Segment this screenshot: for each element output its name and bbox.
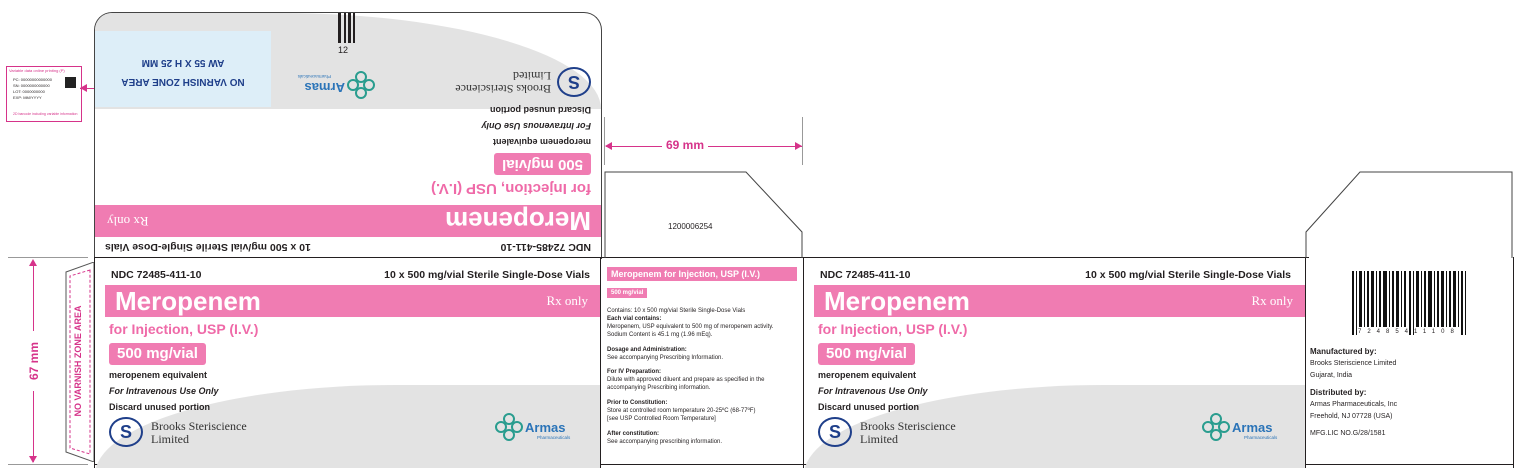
p2-pack: 10 x 500 mg/vial Sterile Single-Dose Vials xyxy=(1085,269,1291,281)
brooks-logo-icon: S xyxy=(557,67,591,97)
side-prior-text1: Store at controlled room temperature 20-25ºC (68-77ºF) xyxy=(607,408,756,414)
p1-subtitle: for Injection, USP (I.V.) xyxy=(109,321,259,337)
side-iv-text2: accompanying Prescribing information. xyxy=(607,385,711,391)
flap-drug-name: Meropenem xyxy=(445,206,591,236)
flap-ndc: NDC 72485-411-10 xyxy=(500,241,591,253)
p1-drug-bar xyxy=(105,285,600,317)
flap-pack: 10 x 500 mg/vial Sterile Single-Dose Vials xyxy=(105,241,311,253)
side-iv-text1: Dilute with approved diluent and prepare as specified in the xyxy=(607,377,765,383)
arrow-up-icon xyxy=(29,259,37,266)
p2-maker-line2: Limited xyxy=(860,432,898,446)
flap-brand: Armas xyxy=(304,80,345,95)
p2-maker xyxy=(860,420,956,446)
width-dimension-label: 69 mm xyxy=(662,138,708,152)
side-each-title: Each vial contains: xyxy=(607,316,662,322)
p1-route: For Intravenous Use Only xyxy=(109,386,219,396)
side-each-text2: Sodium Content is 45.1 mg (1.96 mEq). xyxy=(607,332,713,338)
mfd-title: Manufactured by: xyxy=(1310,347,1377,356)
p2-subtitle: for Injection, USP (I.V.) xyxy=(818,321,968,337)
variable-row-4: EXP: MM/YYYY xyxy=(13,95,42,100)
armas-logo-icon xyxy=(1202,413,1230,441)
right-panel xyxy=(1306,257,1513,468)
variable-row-2: SN: 0000000000000 xyxy=(13,83,50,88)
front-panel-1 xyxy=(95,257,600,468)
p1-pack: 10 x 500 mg/vial Sterile Single-Dose Vials xyxy=(384,269,590,281)
p2-brand: Armas xyxy=(1232,420,1273,435)
flap-drug-bar xyxy=(95,205,601,237)
variable-data-footer: 2D barcode including variable information xyxy=(13,112,78,116)
flap-subtitle: for Injection, USP (I.V.) xyxy=(430,180,591,197)
glue-no-varnish-text: NO VARNISH ZONE AREA xyxy=(73,305,83,417)
p2-equivalent: meropenem equivalent xyxy=(818,370,917,380)
mfg-lic: MFG.LIC NO.G/28/1581 xyxy=(1310,430,1386,437)
side-after-text: See accompanying prescribing information. xyxy=(607,439,723,445)
item-code: 1200006254 xyxy=(668,222,713,231)
top-flap xyxy=(94,12,602,259)
side-top-flap xyxy=(600,168,805,260)
datamatrix-icon xyxy=(65,77,76,88)
arrow-left-icon xyxy=(80,84,87,92)
dist-place: Freehold, NJ 07728 (USA) xyxy=(1310,413,1393,420)
arrow-left-icon xyxy=(605,142,612,150)
flap-discard: Discard unused portion xyxy=(489,105,591,115)
side-after-title: After constitution: xyxy=(607,431,659,437)
flap-number: 12 xyxy=(338,45,349,55)
p2-ndc: NDC 72485-411-10 xyxy=(820,269,911,281)
armas-logo-icon xyxy=(347,71,375,99)
front-panel-2 xyxy=(804,257,1305,468)
p1-discard: Discard unused portion xyxy=(109,402,211,412)
p1-ndc: NDC 72485-411-10 xyxy=(111,269,202,281)
flap-maker-line1: Brooks Steriscience xyxy=(455,82,551,96)
p1-maker xyxy=(151,420,247,446)
dist-title: Distributed by: xyxy=(1310,388,1367,397)
side-strength: 500 mg/vial xyxy=(607,288,647,298)
p2-route: For Intravenous Use Only xyxy=(818,386,928,396)
flap-no-varnish-box xyxy=(95,31,271,107)
flap-brand-sub: Pharmaceuticals xyxy=(297,74,331,79)
side-prior-title: Prior to Constitution: xyxy=(607,400,668,406)
brooks-logo-icon: S xyxy=(818,417,852,447)
brooks-logo-icon: S xyxy=(109,417,143,447)
right-top-flap xyxy=(1300,168,1518,260)
flap-equivalent: meropenem equivalent xyxy=(492,137,591,147)
p2-maker-line1: Brooks Steriscience xyxy=(860,419,956,433)
flap-route: For Intravenous Use Only xyxy=(481,121,591,131)
variable-row-3: LOT: 0000000000 xyxy=(13,89,45,94)
flap-maker xyxy=(455,69,551,95)
p1-maker-line1: Brooks Steriscience xyxy=(151,419,247,433)
flap-no-varnish-text: NO VARNISH ZONE AREA xyxy=(121,76,245,87)
p1-brand: Armas xyxy=(525,420,566,435)
flap-barcode-strip xyxy=(338,13,358,43)
side-panel xyxy=(601,257,803,468)
arrow-right-icon xyxy=(795,142,802,150)
variable-data-box xyxy=(6,66,82,122)
p2-rx: Rx only xyxy=(1251,293,1293,308)
dist-name: Armas Pharmaceuticals, Inc xyxy=(1310,401,1398,408)
flap-rx: Rx only xyxy=(107,214,149,229)
p2-strength: 500 mg/vial xyxy=(818,343,915,365)
p2-drug-name: Meropenem xyxy=(824,286,970,316)
p1-maker-line2: Limited xyxy=(151,432,189,446)
mfd-name: Brooks Steriscience Limited xyxy=(1310,360,1397,367)
p1-drug-name: Meropenem xyxy=(115,286,261,316)
side-contains: Contains: 10 x 500 mg/vial Sterile Single-Dose Vials xyxy=(607,308,746,314)
p1-rx: Rx only xyxy=(546,293,588,308)
side-header: Meropenem for Injection, USP (I.V.) xyxy=(607,267,797,281)
glue-flap xyxy=(60,262,94,462)
flap-strength: 500 mg/vial xyxy=(494,153,591,175)
variable-data-title: Variable data online printing (P) xyxy=(9,68,65,73)
p1-brand-sub: Pharmaceuticals xyxy=(537,435,571,440)
p1-equivalent: meropenem equivalent xyxy=(109,370,208,380)
p2-drug-bar xyxy=(814,285,1305,317)
p1-strength: 500 mg/vial xyxy=(109,343,206,365)
variable-row-1: PC: 00000000000000 xyxy=(13,77,52,82)
p2-brand-sub: Pharmaceuticals xyxy=(1244,435,1278,440)
flap-maker-line2: Limited xyxy=(513,69,551,83)
side-each-text1: Meropenem, USP equivalent to 500 mg of meropenem activity. xyxy=(607,324,774,330)
side-dosage-title: Dosage and Administration: xyxy=(607,347,687,353)
flap-varnish-size: AW 55 X H 25 MM xyxy=(141,57,225,68)
mfd-place: Gujarat, India xyxy=(1310,372,1353,379)
upc-barcode-icon xyxy=(1352,271,1472,335)
side-dosage-text: See accompanying Prescribing Information. xyxy=(607,355,724,361)
side-iv-title: For IV Preparation: xyxy=(607,369,662,375)
p2-discard: Discard unused portion xyxy=(818,402,920,412)
arrow-down-icon xyxy=(29,456,37,463)
barcode-digits: 72485411108 xyxy=(1358,329,1460,335)
side-prior-text2: [see USP Controlled Room Temperature] xyxy=(607,416,716,422)
armas-logo-icon xyxy=(495,413,523,441)
height-dimension-label: 67 mm xyxy=(27,331,41,391)
